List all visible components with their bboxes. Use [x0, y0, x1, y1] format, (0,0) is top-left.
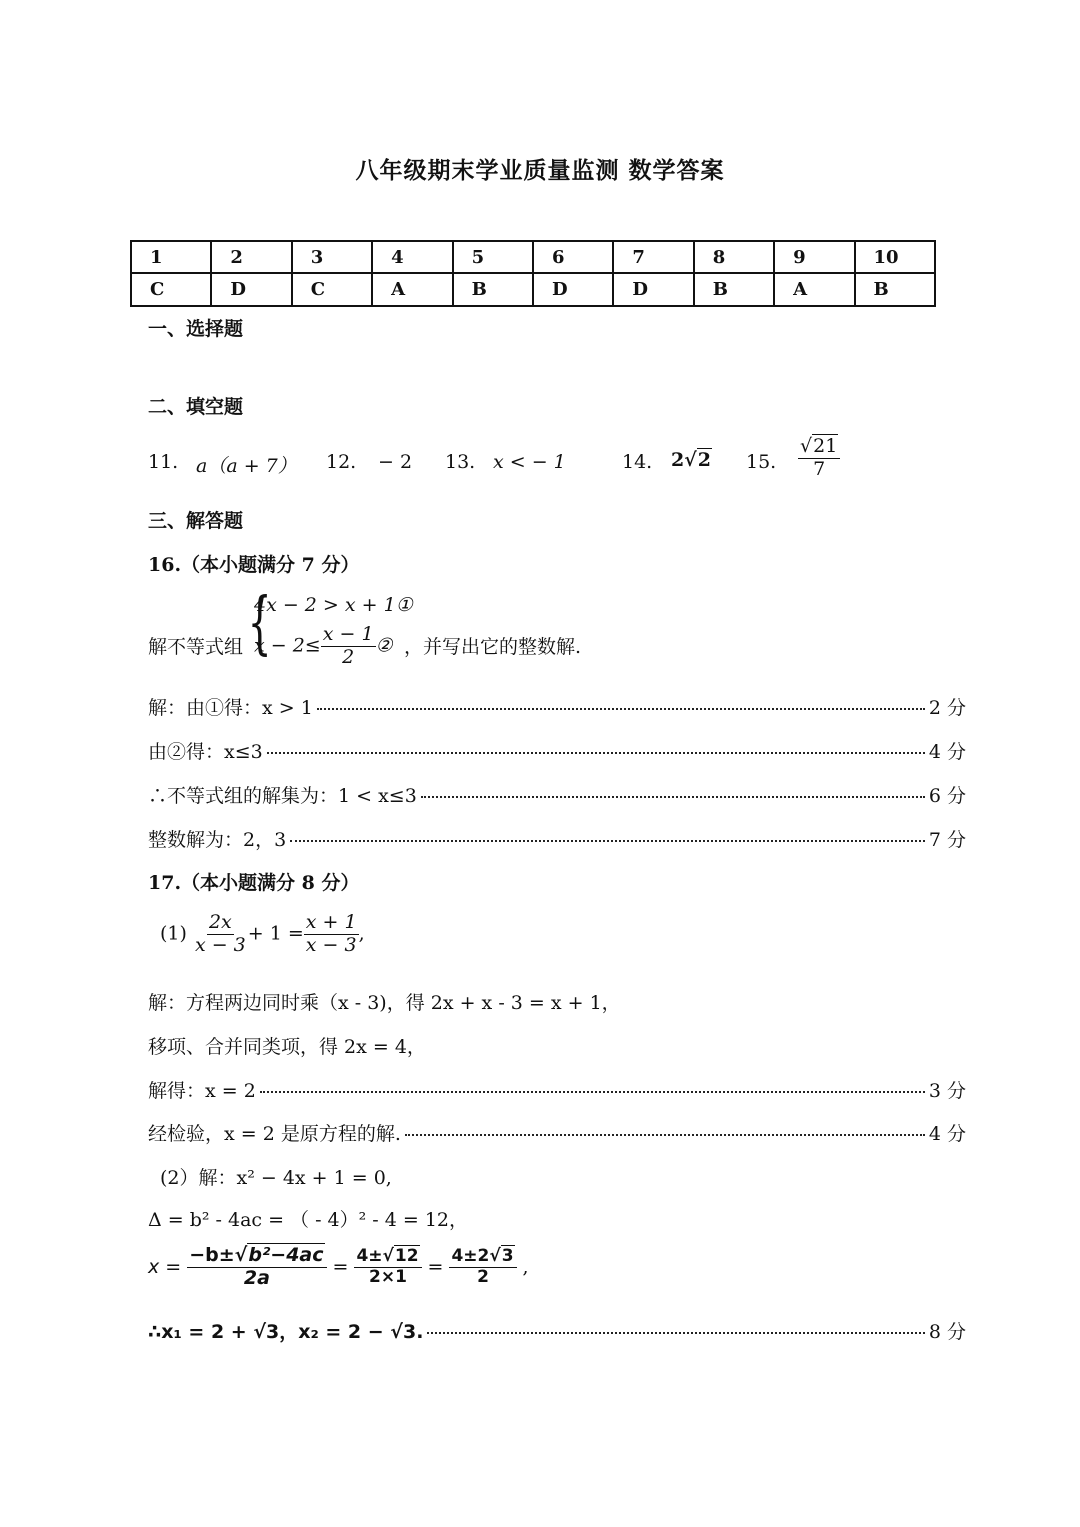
num-prefix: 4±: [356, 1246, 383, 1267]
answer-cell: D: [613, 273, 693, 306]
answer-cell: B: [694, 273, 774, 306]
lhs-denominator: x − 3: [194, 933, 246, 956]
step-text: ∴不等式组的解集为：1 < x≤3: [148, 785, 417, 807]
fraction-2-numerator: 4±√12: [354, 1247, 421, 1268]
q12-answer: − 2: [378, 451, 413, 473]
formula-x: x =: [148, 1256, 182, 1279]
step-text: 由②得：x≤3: [148, 741, 263, 763]
q16-inequality-2: [254, 624, 393, 669]
equals-sign: =: [427, 1256, 444, 1279]
step-text: 解得：x = 2: [148, 1080, 256, 1102]
step-points: 8 分: [928, 1321, 966, 1343]
step-text: ∴x₁ = 2 + √3，x₂ = 2 − √3.: [148, 1321, 424, 1343]
question-number: 10: [855, 241, 935, 273]
answer-cell: C: [292, 273, 372, 306]
leader-dots: [290, 840, 925, 842]
ineq2-denominator: 2: [342, 645, 355, 668]
answer-table-header-row: [131, 241, 935, 273]
q13-number: 13.: [445, 451, 476, 473]
answer-cell: C: [131, 273, 211, 306]
page-title: 八年级期末学业质量监测 数学答案: [355, 157, 725, 184]
sqrt-symbol: √: [800, 435, 813, 457]
question-number: 8: [694, 241, 774, 273]
q17-part1-equation: [160, 912, 365, 957]
step-points: 4 分: [928, 741, 966, 763]
ineq2-lhs: x − 2≤: [254, 634, 321, 657]
lhs-fraction: [193, 912, 248, 957]
formula-fraction-3: [449, 1247, 516, 1287]
leader-dots: [317, 708, 925, 710]
quadratic-formula: [148, 1245, 529, 1290]
answer-cell: A: [372, 273, 452, 306]
answer-cell: D: [211, 273, 291, 306]
answer-table-answer-row: [131, 273, 935, 306]
question-number: 2: [211, 241, 291, 273]
q14-radicand: 2: [697, 449, 711, 471]
rhs-fraction: [304, 912, 359, 957]
leader-dots: [421, 796, 925, 798]
formula-fraction-1: [187, 1245, 326, 1290]
q14-number: 14.: [622, 451, 653, 473]
fraction-1-numerator: −b±√b²−4ac: [187, 1245, 326, 1268]
q17-step: [148, 1076, 966, 1103]
q12-number: 12.: [326, 451, 357, 473]
step-points: 4 分: [928, 1123, 966, 1145]
q17-p2-line2: Δ = b² - 4ac = （ - 4）² - 4 = 12，: [148, 1209, 469, 1231]
ineq2-mark: ②: [375, 634, 393, 657]
q15-denominator: 7: [813, 457, 826, 480]
q16-prompt-tail: ，并写出它的整数解.: [404, 636, 582, 658]
q16-step: [148, 825, 966, 852]
q13-answer: x < − 1: [493, 451, 566, 473]
formula-fraction-2: [354, 1247, 421, 1287]
section-heading-fill: 二、填空题: [148, 396, 244, 418]
rhs-denominator: x − 3: [305, 933, 357, 956]
radicand: b²−4ac: [248, 1244, 324, 1266]
q16-step: [148, 693, 966, 720]
lhs-numerator: 2x: [208, 911, 232, 933]
q17-header: 17.（本小题满分 8 分）: [148, 872, 360, 894]
section-heading-choice: 一、选择题: [148, 318, 244, 340]
question-number: 6: [533, 241, 613, 273]
step-points: 6 分: [928, 785, 966, 807]
q17-p1-line2: 移项、合并同类项，得 2x = 4，: [148, 1036, 426, 1058]
ineq2-numerator: x − 1: [322, 623, 374, 645]
part-label: (1): [160, 922, 187, 945]
question-number: 3: [292, 241, 372, 273]
question-number: 1: [131, 241, 211, 273]
answer-table: [130, 240, 936, 307]
answer-cell: D: [533, 273, 613, 306]
num-prefix: −b±: [189, 1244, 235, 1266]
fraction-3-numerator: 4±2√3: [449, 1247, 516, 1268]
question-number: 7: [613, 241, 693, 273]
step-points: 3 分: [928, 1080, 966, 1102]
answer-cell: B: [855, 273, 935, 306]
question-number: 4: [372, 241, 452, 273]
q15-radicand: 21: [813, 435, 838, 457]
leader-dots: [267, 752, 925, 754]
q15-number: 15.: [746, 451, 777, 473]
equals-sign: =: [332, 1256, 349, 1279]
radicand: 3: [501, 1246, 514, 1267]
section-heading-solve: 三、解答题: [148, 510, 244, 532]
leader-dots: [405, 1134, 925, 1136]
q15-answer: [798, 436, 840, 481]
q17-p2-line1: (2）解：x² − 4x + 1 = 0,: [160, 1167, 392, 1189]
q16-step: [148, 781, 966, 808]
q16-header: 16.（本小题满分 7 分）: [148, 554, 360, 576]
q14-answer: [671, 449, 712, 471]
step-points: 2 分: [928, 697, 966, 719]
q17-final-step: [148, 1317, 966, 1344]
q17-step: [148, 1119, 966, 1146]
q11-answer: a（a + 7）: [196, 455, 297, 477]
formula-comma: ,: [522, 1256, 529, 1279]
inequality-brace: {: [247, 584, 272, 663]
step-text: 整数解为：2，3: [148, 829, 287, 851]
q15-numerator: [798, 436, 840, 459]
q15-fraction: [798, 436, 840, 481]
answer-cell: A: [774, 273, 854, 306]
question-number: 5: [453, 241, 533, 273]
radicand: 12: [394, 1246, 419, 1267]
q17-p1-line1: 解：方程两边同时乘（x - 3)，得 2x + x - 3 = x + 1，: [148, 992, 621, 1014]
sqrt-symbol: √: [684, 449, 697, 471]
q11-number: 11.: [148, 451, 179, 473]
step-text: 经检验，x = 2 是原方程的解.: [148, 1123, 401, 1145]
q16-prompt: 解不等式组: [148, 636, 244, 658]
ineq2-fraction: [321, 624, 376, 669]
fraction-1-denominator: 2a: [243, 1266, 270, 1289]
answer-cell: B: [453, 273, 533, 306]
num-prefix: 4±2: [451, 1246, 490, 1267]
fraction-3-denominator: 2: [477, 1266, 489, 1287]
leader-dots: [260, 1091, 925, 1093]
eq-end: ,: [358, 922, 365, 945]
q14-coefficient: 2: [671, 449, 685, 471]
q16-step: [148, 737, 966, 764]
fraction-2-denominator: 2×1: [369, 1266, 407, 1287]
rhs-numerator: x + 1: [305, 911, 357, 933]
plus-one: + 1 =: [247, 922, 304, 945]
q16-inequality-1: 4x − 2 > x + 1①: [254, 594, 413, 616]
step-text: 解：由①得：x > 1: [148, 697, 313, 719]
step-points: 7 分: [928, 829, 966, 851]
question-number: 9: [774, 241, 854, 273]
leader-dots: [427, 1332, 924, 1334]
